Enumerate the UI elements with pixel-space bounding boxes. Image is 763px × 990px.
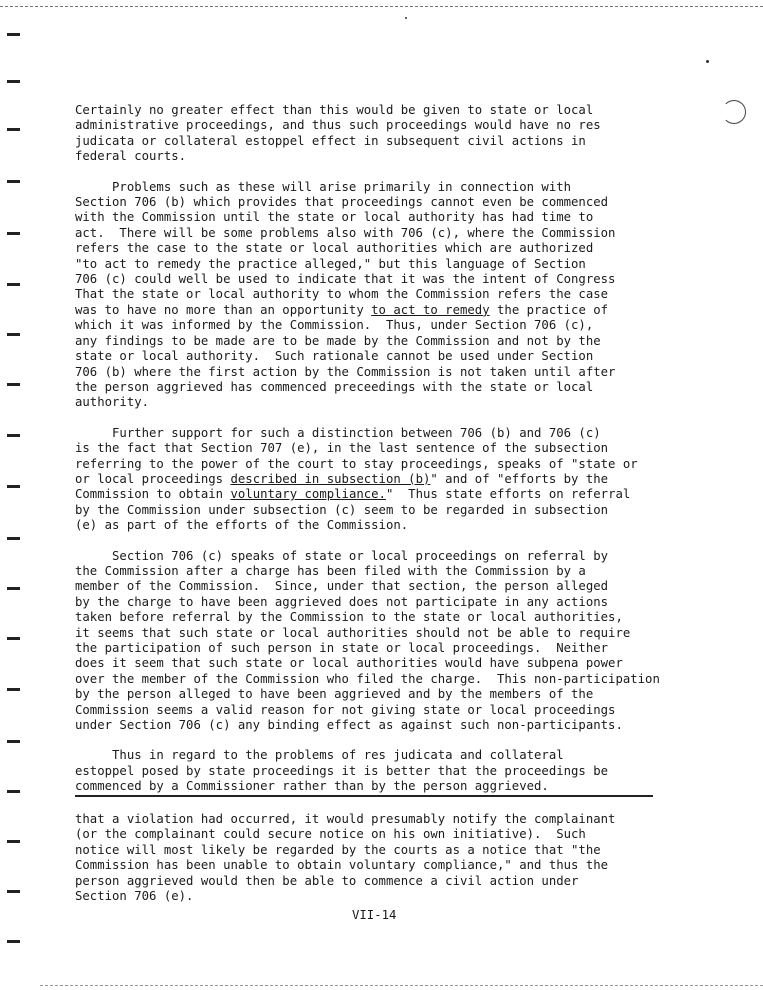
text-line: "to act to remedy the practice alleged," but this language of Section: [75, 256, 586, 271]
text-line: Thus in regard to the problems of res judicata and collateral: [75, 748, 564, 763]
scan-speck: [706, 60, 709, 63]
page-number: VII-14: [352, 908, 397, 922]
margin-mark: [7, 232, 20, 235]
footnote-text: [75, 812, 675, 904]
text-line: under Section 706 (c) any binding effect as against such non-participants.: [75, 718, 623, 733]
margin-mark: [7, 180, 20, 183]
footnote-line: Commission has been unable to obtain voluntary compliance," and thus the: [75, 858, 609, 873]
text-line: Commission to obtain voluntary compliance." Thus state efforts on referral: [75, 487, 631, 502]
text-line: member of the Commission. Since, under that section, the person alleged: [75, 579, 609, 594]
text-line: state or local authority. Such rationale cannot be used under Section: [75, 349, 594, 364]
paragraph-3: [75, 426, 685, 534]
margin-mark: [7, 283, 20, 286]
margin-mark: [7, 128, 20, 131]
text-line: federal courts.: [75, 149, 187, 164]
text-line: the Commission after a charge has been filed with the Commission by a: [75, 563, 586, 578]
text-line: it seems that such state or local authorities should not be able to require: [75, 625, 631, 640]
text-line: by the charge to have been aggrieved does not participate in any actions: [75, 594, 609, 609]
text-line: commenced by a Commissioner rather than by the person aggrieved.: [75, 779, 549, 794]
text-line: referring to the power of the court to stay proceedings, speaks of "state or: [75, 456, 638, 471]
text-line: estoppel posed by state proceedings it is better that the proceedings be: [75, 763, 609, 778]
text-line: judicata or collateral estoppel effect in subsequent civil actions in: [75, 133, 586, 148]
margin-mark: [7, 890, 20, 893]
margin-mark: [7, 333, 20, 336]
bottom-dashed-rule: [40, 985, 763, 986]
margin-mark: [7, 537, 20, 540]
text-line: 706 (b) where the first action by the Commission is not taken until after: [75, 364, 616, 379]
text-line: administrative proceedings, and thus such proceedings would have no res: [75, 118, 601, 133]
text-line: the person aggrieved has commenced preceedings with the state or local: [75, 379, 594, 394]
main-body-text: [75, 103, 685, 810]
text-line: is the fact that Section 707 (e), in the last sentence of the subsection: [75, 441, 609, 456]
binder-hole-mark: [722, 100, 746, 124]
text-line: Section 706 (b) which provides that proceedings cannot even be commenced: [75, 195, 609, 210]
margin-mark: [7, 33, 20, 36]
text-line: Commission seems a valid reason for not giving state or local proceedings: [75, 702, 616, 717]
text-line: any findings to be made are to be made by the Commission and not by the: [75, 333, 601, 348]
text-line: Further support for such a distinction between 706 (b) and 706 (c): [75, 425, 601, 440]
underlined-phrase: to act to remedy: [371, 302, 490, 317]
margin-mark: [7, 383, 20, 386]
text-line: with the Commission until the state or local authority has had time to: [75, 210, 594, 225]
paragraph-4: [75, 549, 685, 734]
text-line: by the person alleged to have been aggrieved and by the members of the: [75, 687, 594, 702]
paragraph-2: [75, 180, 685, 411]
text-line: Section 706 (c) speaks of state or local proceedings on referral by: [75, 548, 609, 563]
footnote-line: Section 706 (e).: [75, 889, 194, 904]
margin-mark: [7, 587, 20, 590]
text-line: authority.: [75, 395, 150, 410]
scan-speck: [405, 17, 407, 19]
margin-mark: [7, 740, 20, 743]
footnote-line: person aggrieved would then be able to commence a civil action under: [75, 873, 579, 888]
margin-mark: [7, 840, 20, 843]
text-line: (e) as part of the efforts of the Commission.: [75, 518, 409, 533]
margin-mark: [7, 80, 20, 83]
text-line: was to have no more than an opportunity to act to remedy the practice of: [75, 302, 609, 317]
margin-mark: [7, 940, 20, 943]
footnote-line: notice will most likely be regarded by the courts as a notice that "the: [75, 842, 601, 857]
text-line: taken before referral by the Commission to the state or local authorities,: [75, 610, 623, 625]
text-line: or local proceedings described in subsection (b)" and of "efforts by the: [75, 471, 609, 486]
text-line: That the state or local authority to whom the Commission refers the case: [75, 287, 609, 302]
text-line: refers the case to the state or local authorities which are authorized: [75, 241, 594, 256]
text-line: does it seem that such state or local authorities would have subpena power: [75, 656, 623, 671]
top-dashed-rule: [0, 6, 763, 7]
paragraph-5: [75, 748, 685, 794]
margin-mark: [7, 434, 20, 437]
margin-mark: [7, 790, 20, 793]
text-line: by the Commission under subsection (c) seem to be regarded in subsection: [75, 502, 609, 517]
text-line: 706 (c) could well be used to indicate that it was the intent of Congress: [75, 272, 616, 287]
underlined-phrase: described in subsection (b): [230, 471, 431, 486]
text-line: the participation of such person in state or local proceedings. Neither: [75, 641, 609, 655]
paragraph-1: [75, 103, 685, 165]
margin-mark: [7, 485, 20, 488]
text-line: Problems such as these will arise primarily in connection with: [75, 179, 572, 194]
text-line: which it was informed by the Commission. Thus, under Section 706 (c),: [75, 318, 594, 333]
text-line: over the member of the Commission who filed the charge. This non-participation: [75, 671, 660, 686]
text-line: Certainly no greater effect than this would be given to state or local: [75, 103, 594, 117]
text-line: act. There will be some problems also with 706 (c), where the Commission: [75, 225, 616, 240]
margin-mark: [7, 688, 20, 691]
margin-mark: [7, 637, 20, 640]
footnote-separator: [75, 795, 653, 797]
footnote-line: (or the complainant could secure notice on his own initiative). Such: [75, 827, 586, 842]
footnote-line: that a violation had occurred, it would presumably notify the complainant: [75, 812, 616, 826]
underlined-phrase: voluntary compliance.: [230, 487, 386, 502]
